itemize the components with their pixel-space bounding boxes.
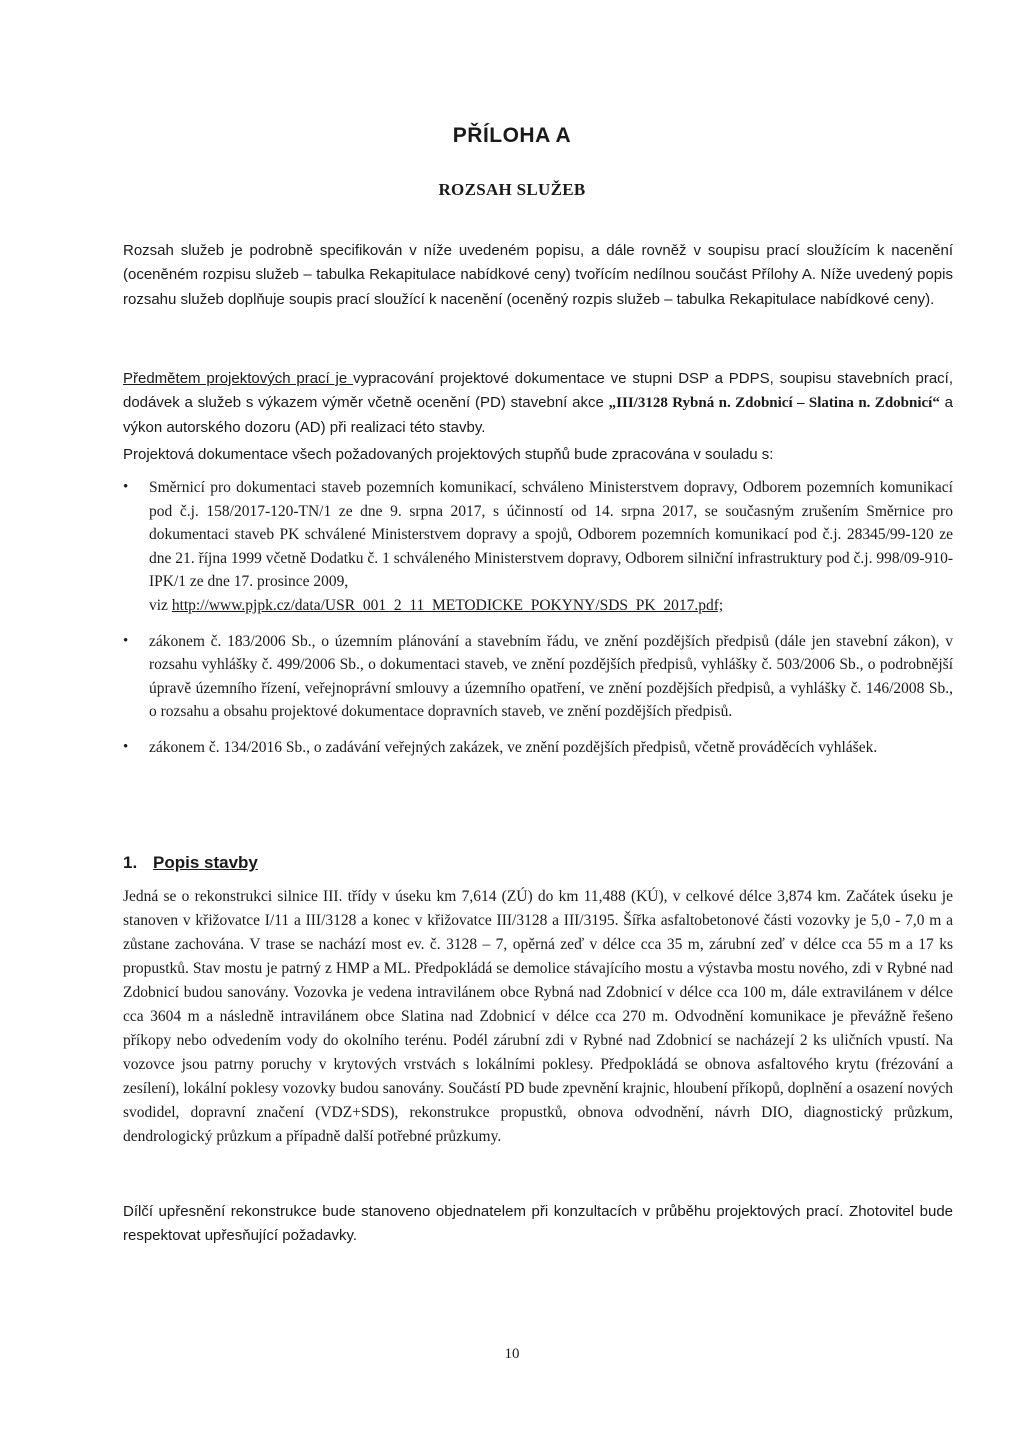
bullet-icon: • <box>123 738 129 755</box>
bullet-icon: • <box>123 479 129 495</box>
subject-text: vypracování projektové dokumentace ve stupni DSP a PDPS, soupisu stavebních prací, dodávek a služeb s výkazem výměr včetně ocenění (PD) stavební akce <box>123 370 953 412</box>
subject-text-end: a výkon autorského dozoru (AD) při realizaci této stavby. <box>123 394 953 436</box>
page-subtitle: ROZSAH SLUŽEB <box>438 180 586 199</box>
list-item <box>123 736 953 760</box>
document-link[interactable]: http://www.pjpk.cz/data/USR_001_2_11_METODICKE_POKYNY/SDS_PK_2017.pdf; <box>171 596 724 614</box>
section-title: Popis stavby <box>153 853 258 872</box>
page-number: 10 <box>504 1346 520 1362</box>
list-item <box>123 476 953 618</box>
bullet-icon: • <box>123 632 129 649</box>
project-name: „III/3128 Rybná n. Zdobnicí – Slatina n. Zdobnicí“ <box>608 395 940 412</box>
subject-paragraph <box>123 367 953 440</box>
link-prefix: viz <box>149 596 172 614</box>
subject-lead: Předmětem projektových prací je <box>123 370 354 387</box>
intro-paragraph: Rozsah služeb je podrobně specifikován v níže uvedeném popisu, a dále rovněž v soupisu prací sloužícím k nacenění (oceněném rozpisu služeb – tabulka Rekapitulace nabídkové ceny) tvořícím nedílnou součást Přílohy A. Níže uvedený popis rozsahu služeb doplňuje soupis prací sloužící k nacenění (oceněný rozpis služeb – tabulka Rekapitulace nabídkové ceny). <box>123 242 953 308</box>
list-item-text: Směrnicí pro dokumentaci staveb pozemních komunikací, schváleno Ministerstvem dopravy, Odborem pozemních komunikací pod č.j. 158/2017-120-TN/1 ze dne 9. srpna 2017, s účinností od 14. srpna 2017, se současným zrušením Směrnice pro dokumentaci staveb PK schválené Ministerstvem dopravy a spojů, Odborem pozemních komunikací pod č.j. 28345/99-120 ze dne 21. října 1999 včetně Dodatku č. 1 schváleného Ministerstvem dopravy, Odborem silniční infrastruktury pod č.j. 998/09-910-IPK/1 ze dne 17. prosince 2009, <box>149 479 953 591</box>
section-number: 1. <box>123 853 138 872</box>
compliance-list <box>123 476 953 760</box>
section-note: Dílčí upřesnění rekonstrukce bude stanoveno objednatelem při konzultacích v průběhu projektových prací. Zhotovitel bude respektovat upřesňující požadavky. <box>123 1203 953 1245</box>
compliance-intro: Projektová dokumentace všech požadovaných projektových stupňů bude zpracována v souladu s: <box>123 446 774 463</box>
list-item-text: zákonem č. 134/2016 Sb., o zadávání veřejných zakázek, ve znění pozdějších předpisů, včetně prováděcích vyhlášek. <box>149 738 878 756</box>
list-item-text: zákonem č. 183/2006 Sb., o územním plánování a stavebním řádu, ve znění pozdějších předpisů (dále jen stavební zákon), v rozsahu vyhlášky č. 499/2006 Sb., o dokumentaci staveb, ve znění pozdějších předpisů, vyhlášky č. 503/2006 Sb., o podrobnější úpravě územního řízení, veřejnoprávní smlouvy a územního opatření, ve znění pozdějších předpisů, a vyhlášky č. 146/2008 Sb., o rozsahu a obsahu projektové dokumentace dopravních staveb, ve znění pozdějších předpisů. <box>149 632 953 721</box>
section-heading <box>123 853 258 873</box>
section-description: Jedná se o rekonstrukci silnice III. třídy v úseku km 7,614 (ZÚ) do km 11,488 (KÚ), v celkové délce 3,874 km. Začátek úseku je stanoven v křižovatce I/11 a III/3128 a konec v křižovatce III/3128 a III/3195. Šířka asfaltobetonové části vozovky je 5,0 - 7,0 m a zůstane zachována. V trase se nachází most ev. č. 3128 – 7, opěrná zeď v délce cca 35 m, zárubní zeď v délce cca 55 m a 17 ks propustků. Stav mostu je patrný z HMP a ML. Předpokládá se demolice stávajícího mostu a výstavba mostu nového, zdi v Rybné nad Zdobnicí budou sanovány. Vozovka je vedena intravilánem obce Rybná nad Zdobnicí v délce cca 100 m, dále extravilánem v délce cca 3604 m a následně intravilánem obce Slatina nad Zdobnicí v délce cca 270 m. Odvodnění komunikace je převážně řešeno příkopy nebo odvedením vody do okolního terénu. Podél zárubní zdi v Rybné nad Zdobnicí se nacházejí 2 ks uličních vpustí. Na vozovce jsou patrny poruchy v krytových vrstvách s lokálními poklesy. Předpokládá se obnova asfaltového krytu (frézování a zesílení), lokální poklesy vozovky budou sanovány. Součástí PD bude zpevnění krajnic, hloubení příkopů, doplnění a osazení nových svodidel, dopravní značení (VDZ+SDS), rekonstrukce propustků, obnova odvodnění, návrh DIO, diagnostický průzkum, dendrologický průzkum a případně další potřebné průzkumy. <box>123 888 953 1145</box>
page-title: PŘÍLOHA A <box>452 124 572 147</box>
list-item <box>123 630 953 724</box>
